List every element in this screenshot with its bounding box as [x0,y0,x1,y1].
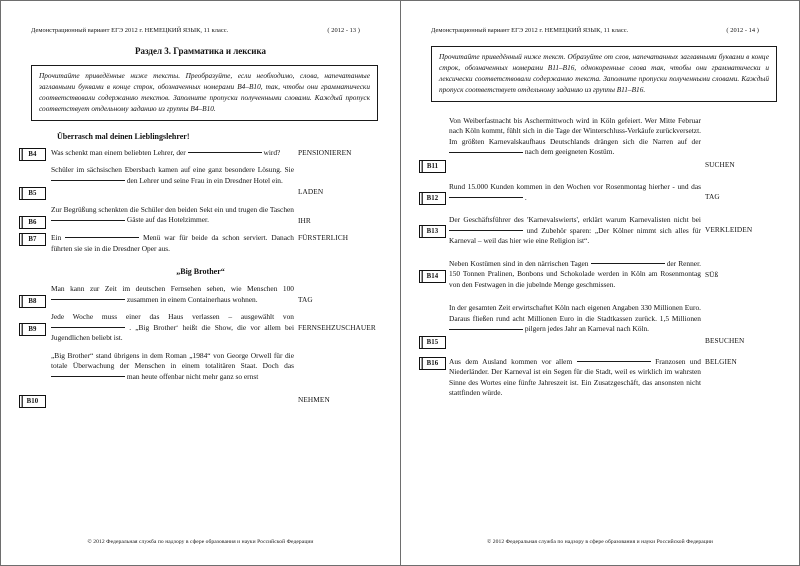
task-text-b7 [51,233,298,254]
page-left-spacer [17,412,384,539]
task-text-before: Neben Kostümen sind in den närrischen Tagen [449,258,589,268]
answer-gap-b13[interactable] [449,230,523,231]
task-text-after: man heute offenbar nicht mehr ganz so ernst [126,371,259,381]
task-text-b6 [51,205,298,226]
task-text-before: Von Weiberfastnacht bis Aschermittwoch wird in Köln gefeiert. Wer Mitte Februar nach Köln kommt, fühlt sich in die Tage der Winterschluss-Verkäufe zurückversetzt. Im größten Karnevalskaufhaus Deutschlands drängen sich die Narren auf der [449,115,701,146]
task-label-col [17,233,51,254]
task-text-after: pilgern jedes Jahr an Karneval nach Köln. [524,324,650,334]
task-text-b5 [51,165,298,186]
answer-gap-b4[interactable] [188,152,262,153]
task-label-col [17,284,51,305]
task-label-col [17,165,51,197]
task-list-right [417,116,783,406]
page-right-spacer [417,406,783,539]
task-row [417,303,783,346]
task-label-b8[interactable]: B8 [19,295,46,308]
answer-gap-b14[interactable] [591,263,665,264]
footer-right: © 2012 Федеральная служба по надзору в сфере образования и науки Российской Федерации [487,539,713,545]
task-label-col [417,357,449,399]
task-row [417,259,783,291]
task-text-before: Aus dem Ausland kommen vor allem [449,356,573,366]
task-label-b14[interactable]: B14 [419,270,446,283]
task-row [17,165,384,197]
task-row [417,215,783,247]
answer-gap-b16[interactable] [577,361,651,362]
task-text-b16 [449,357,705,399]
answer-gap-b12[interactable] [449,197,523,198]
task-label-b7[interactable]: B7 [19,233,46,246]
task-text-before: Rund 15.000 Kunden kommen in den Wochen vor Rosenmontag hierher - und das [449,182,701,192]
task-label-b15[interactable]: B15 [419,336,446,349]
task-label-b9[interactable]: B9 [19,323,46,336]
cue-word-b6: IHR [298,215,311,225]
task-text-before: Jede Woche muss einer das Haus verlassen – ausgewählt von [51,312,294,322]
task-label-col [417,259,449,291]
task-text-after: . [524,192,527,202]
task-label-b4[interactable]: B4 [19,148,46,161]
task-text-before: Schüler im sächsischen Ebersbach kamen auf eine ganz besondere Lösung. Sie [51,165,294,175]
instruction-box-right: Прочитайте приведённый ниже текст. Образуйте от слов, напечатанных заглавными буквами в конце строк, обозначенных номерами B11–B16, однокоренные слова так, чтобы они грамматически и лексически соответствовали содержанию текста. Заполните пропуски полученными словами. Каждый пропуск соответствует отдельному заданию из группы B11–B16. [431,46,777,102]
cue-word-b13: VERKLEIDEN [705,225,753,235]
task-label-col [17,205,51,226]
page-marker-right: ( 2012 - 14 ) [726,27,759,34]
task-text-b13 [449,215,705,247]
task-row [17,205,384,226]
task-text-before: In der gesamten Zeit erwirtschaftet Köln nach eigenen Angaben 330 Millionen Euro. Daraus fließen rund acht Millionen Euro in die Stadtkassen zurück. 1,5 Millionen [449,303,701,323]
section-title: Раздел 3. Грамматика и лексика [134,46,266,56]
text-heading-lieblingslehrer: Überrasch mal deinen Lieblingslehrer! [57,131,190,141]
task-label-col [17,148,51,159]
task-row [17,284,384,305]
task-row [417,116,783,170]
task-text-before: „Big Brother“ stand übrigens in dem Roman „1984“ von George Orwell für die totale Überwachung der Menschen in einem totalitären Staat. Doch das [51,350,294,371]
task-label-b6[interactable]: B6 [19,216,46,229]
task-text-before: Was schenkt man einem beliebten Lehrer, der [51,147,186,157]
task-text-after: Gäste auf das Hotelzimmer. [126,215,209,225]
cue-word-b8: TAG [298,295,313,305]
task-label-b5[interactable]: B5 [19,187,46,200]
task-row [417,357,783,399]
answer-gap-b10[interactable] [51,376,125,377]
task-row [17,148,384,159]
instruction-box-left: Прочитайте приведённые ниже тексты. Преобразуйте, если необходимо, слова, напечатанные заглавными буквами в конце строк, обозначенных номерами B4–B10, так, чтобы они грамматически соответствовали содержанию текстов. Заполните пропуски полученными словами. Каждый пропуск соответствует отдельному заданию из группы B4–B10. [31,65,378,121]
task-label-b13[interactable]: B13 [419,225,446,238]
task-row [17,351,384,405]
task-row [17,233,384,254]
task-label-col [417,116,449,170]
page-right [400,0,800,566]
page-marker-left: ( 2012 - 13 ) [327,27,360,34]
task-list-left [17,148,384,413]
cue-word-b14: SÜß [705,269,719,279]
cue-word-b16: BELGIEN [705,356,737,366]
running-head-title: Демонстрационный вариант ЕГЭ 2012 г. НЕМЕЦКИЙ ЯЗЫК, 11 класс. [31,27,229,34]
task-label-b11[interactable]: B11 [419,160,446,173]
task-label-col [417,303,449,346]
task-text-b15 [449,303,705,335]
footer-left: © 2012 Федеральная служба по надзору в сфере образования и науки Российской Федерации [87,539,314,545]
task-text-after: den Lehrer und seine Frau in ein Dresdner Hotel ein. [126,175,283,185]
cue-word-b11: SUCHEN [705,159,735,169]
answer-gap-b5[interactable] [51,180,125,181]
task-text-before: Ein [51,232,62,242]
task-label-b10[interactable]: B10 [19,395,46,408]
task-label-col [417,215,449,247]
task-text-before: Der Geschäftsführer des 'Karnevalswierts', erklärt warum Karnevalisten nicht bei [449,215,701,225]
cue-word-b4: PENSIONIEREN [298,147,352,157]
task-label-col [417,182,449,203]
task-text-b11 [449,116,705,158]
task-label-b16[interactable]: B16 [419,357,446,370]
task-text-b4 [51,148,298,159]
task-text-after: . „Big Brother‘ heißt die Show, die vor allem bei Jugendlichen beliebt ist. [51,322,294,343]
task-text-b10 [51,351,298,383]
cue-word-b9: FERNSEHZUSCHAUER [298,323,376,333]
task-text-after: der Renner. 150 Tonnen Pralinen, Bonbons und Schokolade werden in Köln am Rosenmontag von den Festwagen in die jubelnde Menge geschmissen. [449,258,701,289]
task-text-after: wird? [263,147,281,157]
cue-word-b5: LADEN [298,187,324,197]
task-text-before: Zur Begrüßung schenkten die Schüler den beiden Sekt ein und trugen die Taschen [51,204,294,214]
task-text-after: nach dem geeigneten Kostüm. [524,147,615,157]
task-label-b12[interactable]: B12 [419,192,446,205]
answer-gap-b15[interactable] [449,329,523,330]
task-text-after: Franzosen und Niederländer. Der Karneval ist ein Segen für die Stadt, weil es wirklich im wahrsten Sinne des Wortes eine fünfte Jahreszeit ist. Ein Zusatzgeschäft, das ansonsten nicht stattfinden würde. [449,356,701,398]
task-text-b12 [449,182,705,203]
running-head-right [417,27,783,34]
task-row [17,312,384,344]
answer-gap-b9[interactable] [51,327,125,328]
task-label-col [17,351,51,405]
task-text-after: und Zubehör sparen: „Der Kölner nimmt sich alles für Karneval – weil das hier wie eine Religion ist“. [449,225,701,246]
running-head-title: Демонстрационный вариант ЕГЭ 2012 г. НЕМЕЦКИЙ ЯЗЫК, 11 класс. [431,27,629,34]
text-heading-big-brother: „Big Brother“ [176,267,225,277]
task-text-after: Menü war für beide da schon serviert. Danach führten sie sie in die Dresdner Oper aus. [51,232,294,253]
answer-gap-b7[interactable] [65,237,139,238]
cue-word-b7: FÜRSTERLICH [298,232,349,242]
answer-gap-b11[interactable] [449,152,523,153]
running-head-left [17,27,384,34]
task-text-b9 [51,312,298,344]
answer-gap-b6[interactable] [51,220,125,221]
task-row [417,182,783,203]
task-text-before: Man kann zur Zeit im deutschen Fernsehen sehen, wie Menschen 100 [51,284,294,294]
answer-gap-b8[interactable] [51,299,125,300]
cue-word-b12: TAG [705,192,720,202]
task-text-b8 [51,284,298,305]
cue-word-b10: NEHMEN [298,394,330,404]
task-text-b14 [449,259,705,291]
cue-word-b15: BESUCHEN [705,336,745,346]
task-text-after: zusammen in einem Containerhaus wohnen. [126,294,258,304]
task-label-col [17,312,51,344]
